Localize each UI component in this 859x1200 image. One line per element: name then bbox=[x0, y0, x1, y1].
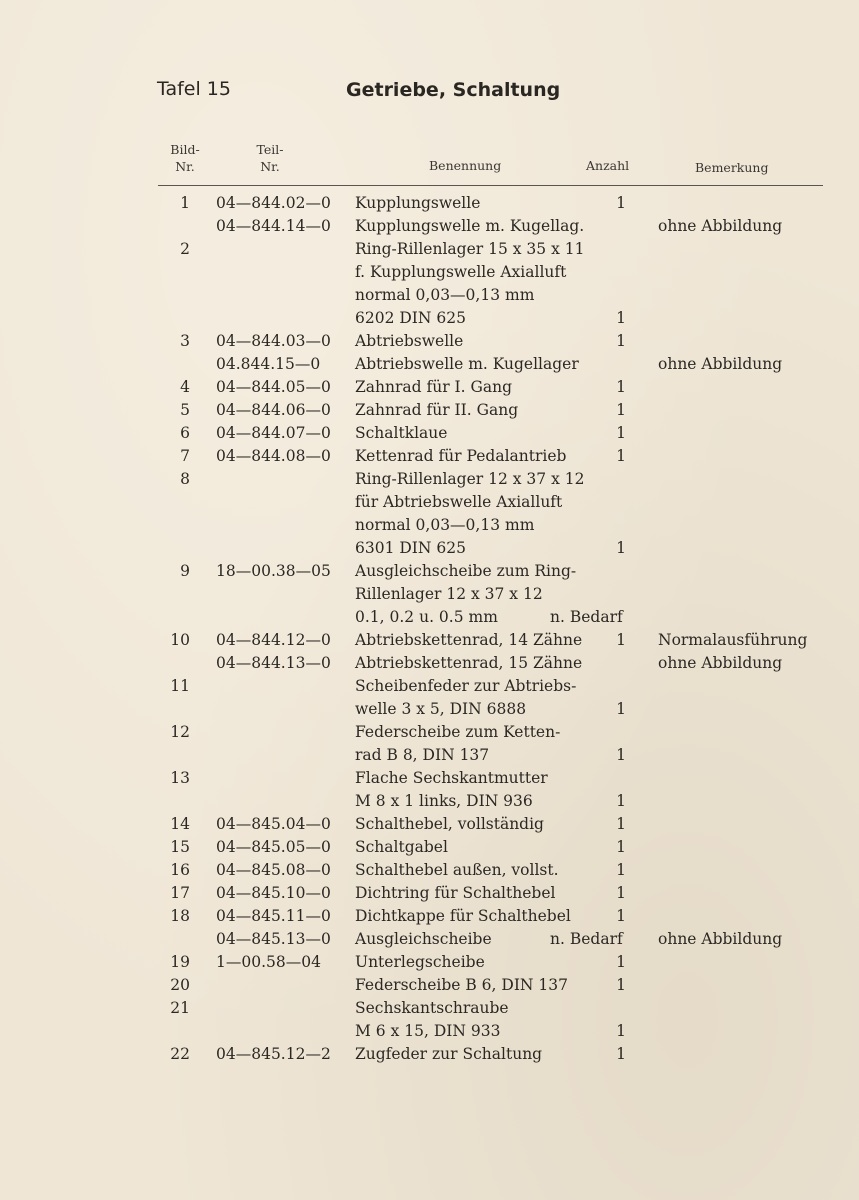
table-row bbox=[0, 745, 859, 768]
designation: Zahnrad für II. Gang bbox=[355, 401, 519, 419]
quantity: 1 bbox=[616, 907, 626, 925]
bild-number: 13 bbox=[170, 769, 190, 787]
designation: Schalthebel, vollständig bbox=[355, 815, 544, 833]
designation: Schaltklaue bbox=[355, 424, 448, 442]
part-number: 04—844.02—0 bbox=[216, 194, 331, 212]
table-row bbox=[0, 860, 859, 883]
part-number: 04—845.10—0 bbox=[216, 884, 331, 902]
part-number: 04—845.05—0 bbox=[216, 838, 331, 856]
designation: Kettenrad für Pedalantrieb bbox=[355, 447, 567, 465]
bild-number: 12 bbox=[170, 723, 190, 741]
table-row bbox=[0, 446, 859, 469]
bild-number: 4 bbox=[180, 378, 190, 396]
quantity: 1 bbox=[616, 838, 626, 856]
part-number: 04—844.03—0 bbox=[216, 332, 331, 350]
column-header-teil-line1: Teil- bbox=[256, 142, 284, 157]
designation: normal 0,03—0,13 mm bbox=[355, 286, 535, 304]
table-row bbox=[0, 837, 859, 860]
quantity: 1 bbox=[616, 976, 626, 994]
designation: Abtriebswelle m. Kugellager bbox=[355, 355, 579, 373]
bild-number: 22 bbox=[170, 1045, 190, 1063]
quantity: 1 bbox=[616, 746, 626, 764]
bild-number: 21 bbox=[170, 999, 190, 1017]
quantity: 1 bbox=[616, 884, 626, 902]
designation: Abtriebswelle bbox=[355, 332, 464, 350]
remark: ohne Abbildung bbox=[658, 654, 783, 672]
page-title: Getriebe, Schaltung bbox=[346, 79, 561, 101]
table-row bbox=[0, 308, 859, 331]
designation: Rillenlager 12 x 37 x 12 bbox=[355, 585, 543, 603]
designation: 6301 DIN 625 bbox=[355, 539, 466, 557]
bild-number: 11 bbox=[170, 677, 190, 695]
table-row bbox=[0, 1044, 859, 1067]
table-row bbox=[0, 952, 859, 975]
part-number: 04—845.11—0 bbox=[216, 907, 331, 925]
table-row bbox=[0, 400, 859, 423]
designation: Kupplungswelle m. Kugellag. bbox=[355, 217, 585, 235]
remark: ohne Abbildung bbox=[658, 217, 783, 235]
table-row bbox=[0, 699, 859, 722]
table-row bbox=[0, 262, 859, 285]
quantity: 1 bbox=[616, 424, 626, 442]
designation: Zugfeder zur Schaltung bbox=[355, 1045, 543, 1063]
part-number: 04—845.13—0 bbox=[216, 930, 331, 948]
table-row bbox=[0, 515, 859, 538]
designation: Unterlegscheibe bbox=[355, 953, 485, 971]
column-header-benennung: Benennung bbox=[429, 158, 502, 173]
remark: Normalausführung bbox=[658, 631, 808, 649]
bild-number: 1 bbox=[180, 194, 190, 212]
bild-number: 7 bbox=[180, 447, 190, 465]
table-row bbox=[0, 584, 859, 607]
designation: Ring-Rillenlager 15 x 35 x 11 bbox=[355, 240, 585, 258]
table-row bbox=[0, 814, 859, 837]
quantity: 1 bbox=[616, 309, 626, 327]
table-row bbox=[0, 538, 859, 561]
designation: Dichtkappe für Schalthebel bbox=[355, 907, 571, 925]
designation: Ring-Rillenlager 12 x 37 x 12 bbox=[355, 470, 585, 488]
part-number: 18—00.38—05 bbox=[216, 562, 331, 580]
designation: Dichtring für Schalthebel bbox=[355, 884, 556, 902]
table-row bbox=[0, 722, 859, 745]
column-header-teil-line2: Nr. bbox=[260, 159, 280, 174]
designation: 6202 DIN 625 bbox=[355, 309, 466, 327]
part-number: 04—844.13—0 bbox=[216, 654, 331, 672]
table-row bbox=[0, 791, 859, 814]
part-number: 04—844.07—0 bbox=[216, 424, 331, 442]
designation: Scheibenfeder zur Abtriebs- bbox=[355, 677, 577, 695]
designation: 0.1, 0.2 u. 0.5 mm bbox=[355, 608, 498, 626]
designation: Sechskantschraube bbox=[355, 999, 509, 1017]
designation: Abtriebskettenrad, 15 Zähne bbox=[355, 654, 583, 672]
designation: Schalthebel außen, vollst. bbox=[355, 861, 559, 879]
table-row bbox=[0, 239, 859, 262]
table-row bbox=[0, 1021, 859, 1044]
bild-number: 2 bbox=[180, 240, 190, 258]
as-needed-note: n. Bedarf bbox=[550, 608, 623, 626]
bild-number: 17 bbox=[170, 884, 190, 902]
bild-number: 5 bbox=[180, 401, 190, 419]
part-number: 04—845.04—0 bbox=[216, 815, 331, 833]
table-row bbox=[0, 423, 859, 446]
table-row bbox=[0, 469, 859, 492]
quantity: 1 bbox=[616, 401, 626, 419]
designation: Federscheibe B 6, DIN 137 bbox=[355, 976, 569, 994]
designation: M 8 x 1 links, DIN 936 bbox=[355, 792, 533, 810]
designation: f. Kupplungswelle Axialluft bbox=[355, 263, 567, 281]
quantity: 1 bbox=[616, 447, 626, 465]
table-row bbox=[0, 607, 859, 630]
quantity: 1 bbox=[616, 953, 626, 971]
designation: Schaltgabel bbox=[355, 838, 448, 856]
quantity: 1 bbox=[616, 378, 626, 396]
part-number: 04—845.12—2 bbox=[216, 1045, 331, 1063]
part-number: 04—844.08—0 bbox=[216, 447, 331, 465]
quantity: 1 bbox=[616, 539, 626, 557]
designation: M 6 x 15, DIN 933 bbox=[355, 1022, 501, 1040]
table-row bbox=[0, 193, 859, 216]
table-row bbox=[0, 975, 859, 998]
bild-number: 18 bbox=[170, 907, 190, 925]
table-row bbox=[0, 630, 859, 653]
part-number: 04—844.06—0 bbox=[216, 401, 331, 419]
table-row bbox=[0, 998, 859, 1021]
column-header-bemerkung: Bemerkung bbox=[695, 160, 769, 175]
bild-number: 15 bbox=[170, 838, 190, 856]
quantity: 1 bbox=[616, 815, 626, 833]
table-row bbox=[0, 676, 859, 699]
designation: Abtriebskettenrad, 14 Zähne bbox=[355, 631, 583, 649]
table-row bbox=[0, 492, 859, 515]
bild-number: 19 bbox=[170, 953, 190, 971]
part-number: 04.844.15—0 bbox=[216, 355, 321, 373]
quantity: 1 bbox=[616, 792, 626, 810]
quantity: 1 bbox=[616, 1045, 626, 1063]
bild-number: 8 bbox=[180, 470, 190, 488]
quantity: 1 bbox=[616, 1022, 626, 1040]
designation: Flache Sechskantmutter bbox=[355, 769, 548, 787]
table-row bbox=[0, 216, 859, 239]
table-row bbox=[0, 285, 859, 308]
designation: Ausgleichscheibe zum Ring- bbox=[355, 562, 577, 580]
table-row bbox=[0, 561, 859, 584]
column-header-anzahl: Anzahl bbox=[586, 158, 630, 173]
table-row bbox=[0, 331, 859, 354]
remark: ohne Abbildung bbox=[658, 930, 783, 948]
designation: Zahnrad für I. Gang bbox=[355, 378, 513, 396]
part-number: 04—845.08—0 bbox=[216, 861, 331, 879]
quantity: 1 bbox=[616, 700, 626, 718]
table-row bbox=[0, 653, 859, 676]
designation: Federscheibe zum Ketten- bbox=[355, 723, 561, 741]
designation: Kupplungswelle bbox=[355, 194, 481, 212]
bild-number: 16 bbox=[170, 861, 190, 879]
designation: Ausgleichscheibe bbox=[355, 930, 492, 948]
bild-number: 10 bbox=[170, 631, 190, 649]
table-row bbox=[0, 906, 859, 929]
designation: für Abtriebswelle Axialluft bbox=[355, 493, 563, 511]
table-row bbox=[0, 768, 859, 791]
designation: welle 3 x 5, DIN 6888 bbox=[355, 700, 527, 718]
quantity: 1 bbox=[616, 861, 626, 879]
column-header-bild-line2: Nr. bbox=[175, 159, 195, 174]
designation: rad B 8, DIN 137 bbox=[355, 746, 490, 764]
table-row bbox=[0, 883, 859, 906]
table-row bbox=[0, 377, 859, 400]
bild-number: 14 bbox=[170, 815, 190, 833]
bild-number: 3 bbox=[180, 332, 190, 350]
bild-number: 9 bbox=[180, 562, 190, 580]
part-number: 04—844.05—0 bbox=[216, 378, 331, 396]
part-number: 04—844.14—0 bbox=[216, 217, 331, 235]
quantity: 1 bbox=[616, 631, 626, 649]
quantity: 1 bbox=[616, 332, 626, 350]
remark: ohne Abbildung bbox=[658, 355, 783, 373]
table-row bbox=[0, 354, 859, 377]
part-number: 1—00.58—04 bbox=[216, 953, 321, 971]
as-needed-note: n. Bedarf bbox=[550, 930, 623, 948]
bild-number: 6 bbox=[180, 424, 190, 442]
quantity: 1 bbox=[616, 194, 626, 212]
bild-number: 20 bbox=[170, 976, 190, 994]
designation: normal 0,03—0,13 mm bbox=[355, 516, 535, 534]
part-number: 04—844.12—0 bbox=[216, 631, 331, 649]
table-row bbox=[0, 929, 859, 952]
column-header-bild-line1: Bild- bbox=[170, 142, 200, 157]
plate-number: Tafel 15 bbox=[157, 78, 231, 100]
